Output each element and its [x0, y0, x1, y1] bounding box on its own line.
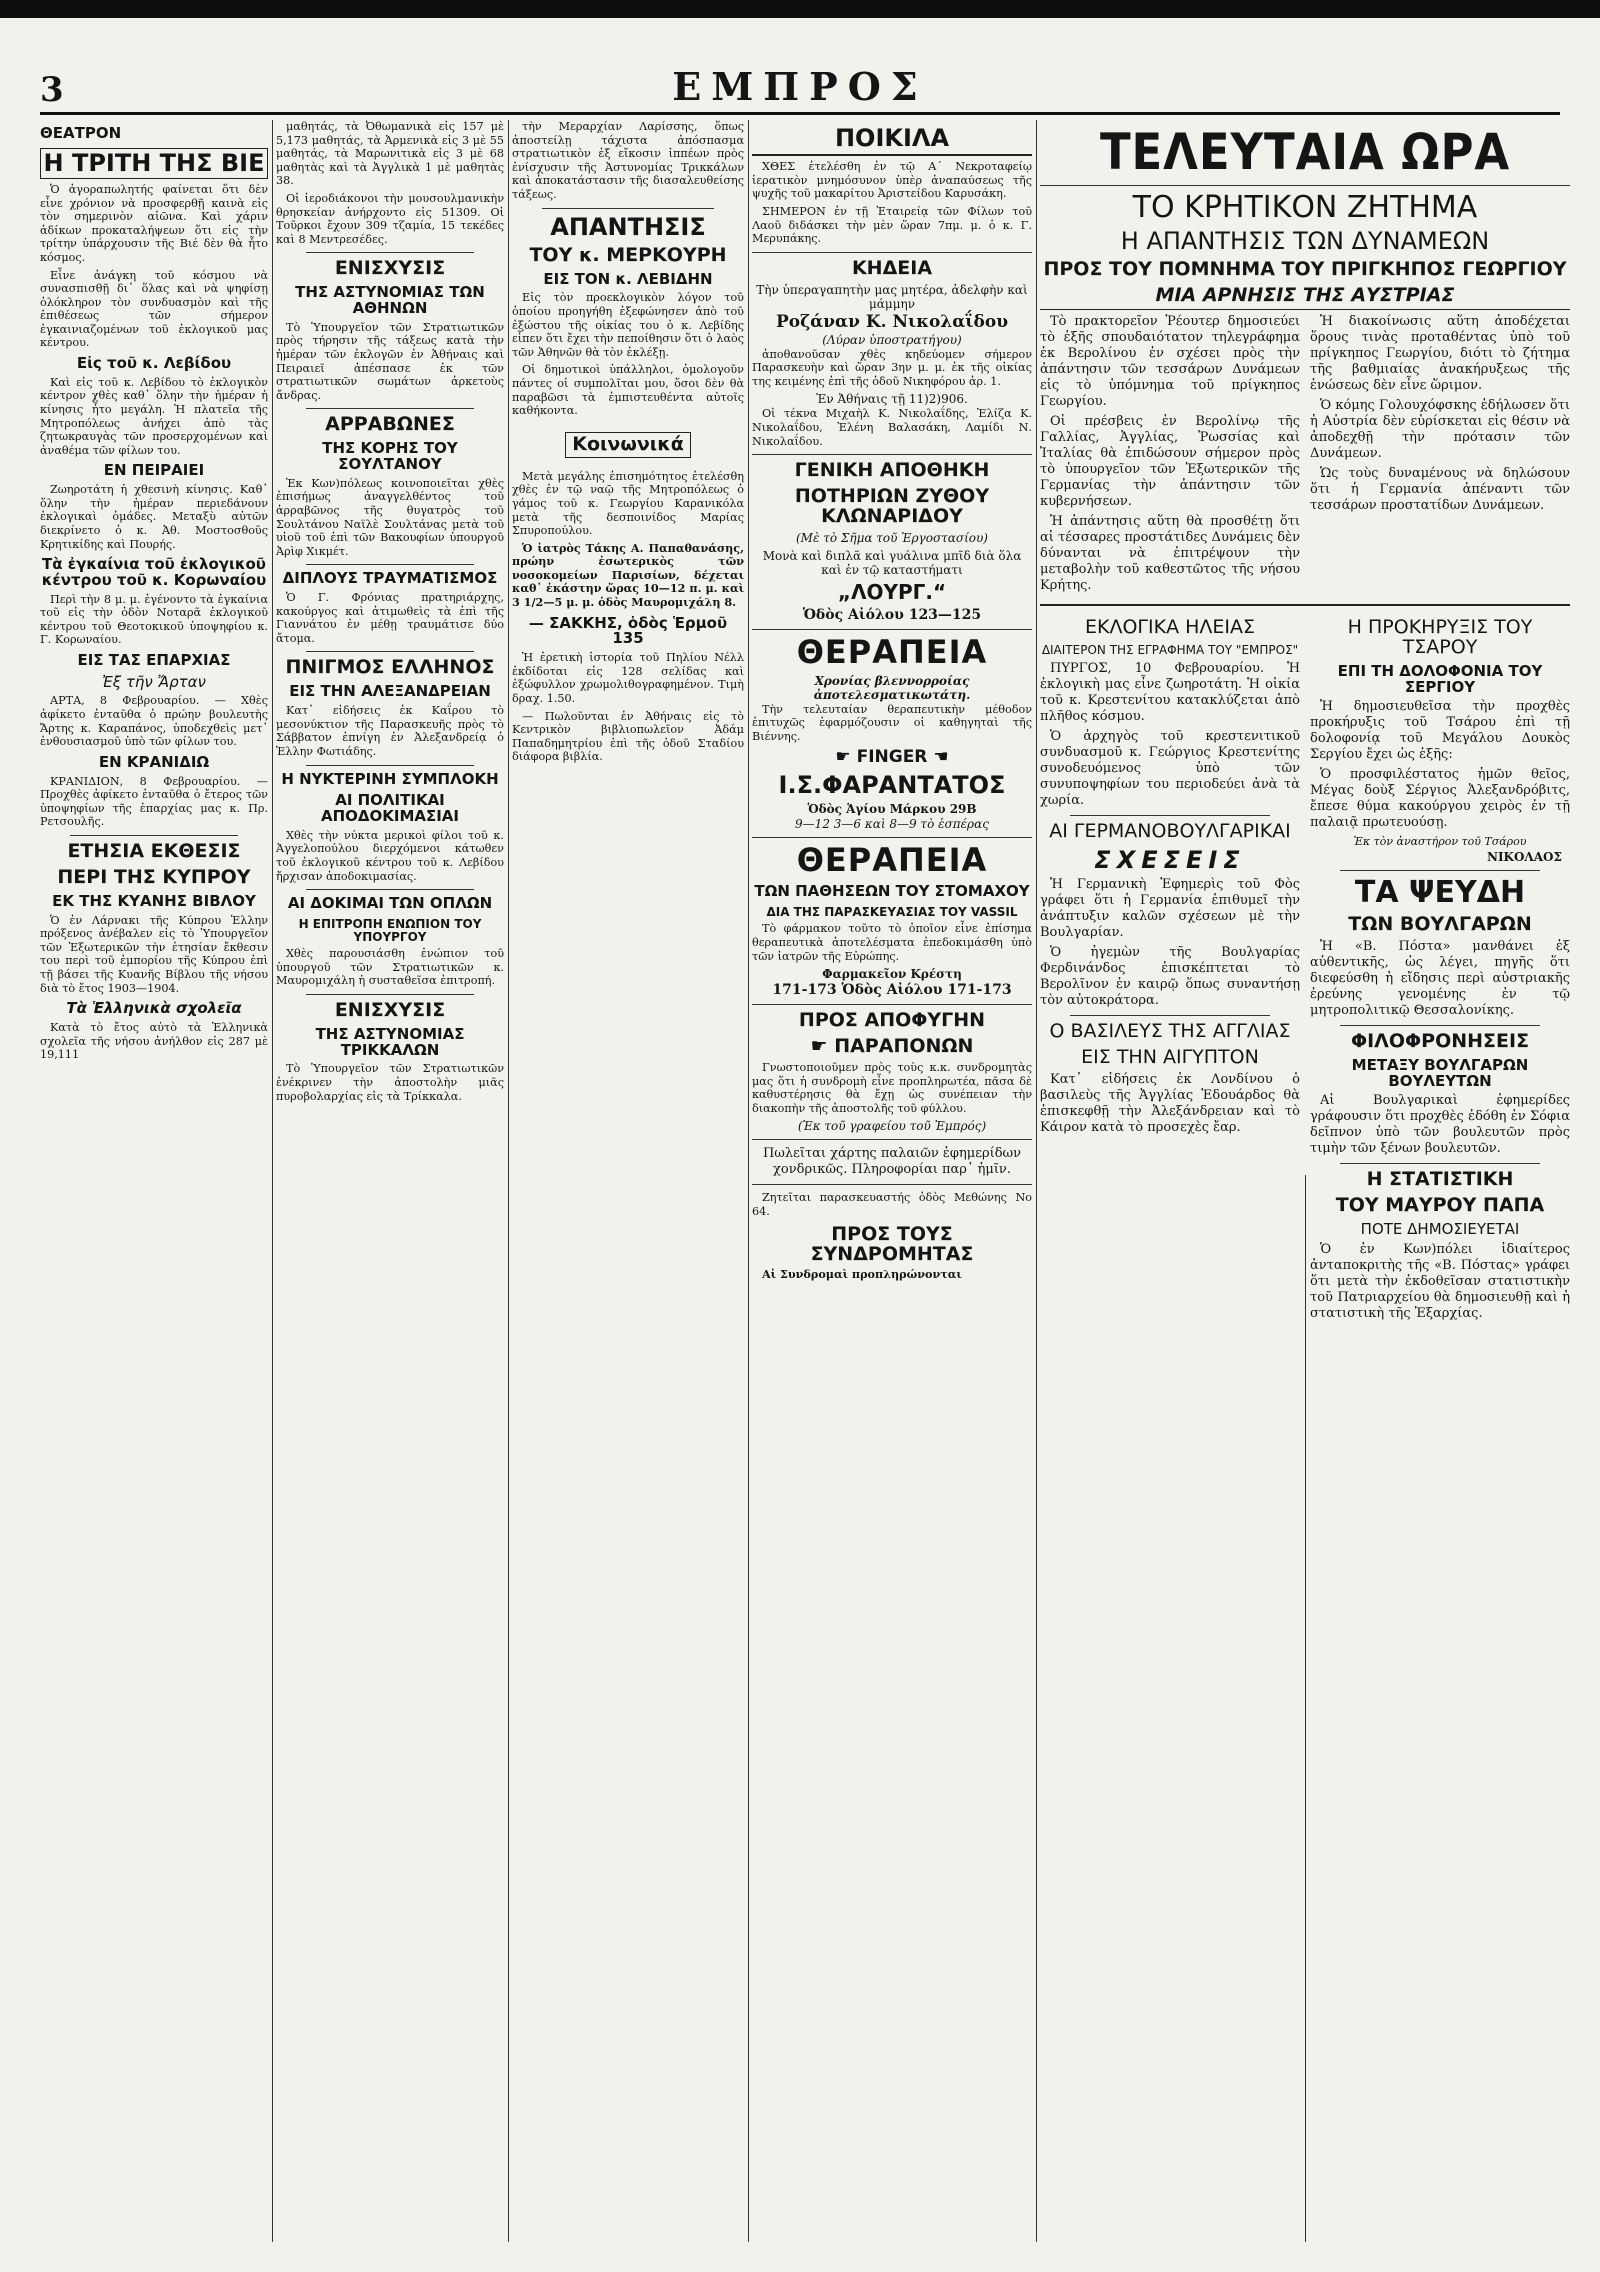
lead-article: [1040, 314, 1570, 598]
subheading: Τὰ ἐγκαίνια τοῦ ἐκλογικοῦ κέντρου τοῦ κ. Κορωναίου: [41, 555, 267, 589]
advertisement-heading: ΠΟΤΗΡΙΩΝ ΖΥΘΟΥ ΚΛΩΝΑΡΙΔΟΥ: [794, 485, 990, 528]
article-paragraph: Αἱ Βουλγαρικαὶ ἐφημερίδες γράφουσιν ὅτι προχθὲς ἐδόθη ἐν Σόφια δεῖπνον ὑπὸ τῶν βουλευτῶν πρὸς τιμὴν τῶν ξένων βουλευτῶν.: [1310, 1093, 1570, 1157]
column-rule: [508, 120, 509, 2242]
notice-heading: ΠΡΟΣ ΑΠΟΦΥΓΗΝ: [798, 1009, 986, 1032]
divider: [306, 765, 474, 766]
headline: ΠΕΡΙ ΤΗΣ ΚΥΠΡΟΥ: [57, 865, 251, 888]
divider: [752, 837, 1032, 838]
article-paragraph: Ἡ Γερμανικὴ Ἐφημερὶς τοῦ Φὸς γράφει ὅτι ἡ Γερμανία ἐπιθυμεῖ τὴν ἀνάπτυξιν καλῶν σχέσεων μὲ τὴν Βουλγαρίαν.: [1040, 876, 1300, 940]
pharmacy-name: Φαρμακεῖον Κρέστη: [822, 967, 962, 982]
advertisement-heading: ΓΕΝΙΚΗ ΑΠΟΘΗΚΗ: [794, 459, 990, 482]
lead-headline: ΤΕΛΕΥΤΑΙΑ ΩΡΑ: [1099, 123, 1511, 181]
headline: ΣΧΕΣΕΙΣ: [1094, 845, 1246, 874]
headline-sub: ΠΟΤΕ ΔΗΜΟΣΙΕΥΕΤΑΙ: [1360, 1220, 1520, 1239]
divider: [1340, 1025, 1540, 1026]
article-paragraph: Τὸ Ὑπουργεῖον τῶν Στρατιωτικῶν ἐνέκρινεν τὴν ἀποστολὴν μιᾶς πυροβολαρχίας εἰς τὰ Τρίκκαλα.: [276, 1062, 504, 1103]
section-poikila-label: ΠΟΙΚΙΛΑ: [752, 126, 1032, 156]
brand-name: FINGER: [856, 747, 928, 768]
lower-left-column: [1040, 612, 1300, 1326]
headline: ΔΙΠΛΟΥΣ ΤΡΑΥΜΑΤΙΣΜΟΣ: [282, 569, 498, 588]
lead-deck: ΜΙΑ ΑΡΝΗΣΙΣ ΤΗΣ ΑΥΣΤΡΙΑΣ: [1040, 286, 1570, 310]
article-paragraph: Ἡ ἀπάντησις αὕτη θὰ προσθέτῃ ὅτι αἱ τέσσαρες προστάτιδες Δυνάμεις δὲν δύνανται νὰ ἐπιτρέψουν τὴν μεταβολὴν τοῦ καθεστῶτος τῆς νήσου Κρήτης.: [1040, 514, 1300, 594]
subheading: Ἐξ τῆν Ἄρταν: [102, 672, 206, 691]
headline: ΕΝΙΣΧΥΣΙΣ: [334, 998, 446, 1021]
column-5: [1040, 120, 1570, 2242]
divider: [306, 994, 474, 995]
masthead-rule: [40, 112, 1560, 115]
article-paragraph: μαθητάς, τὰ Ὀθωμανικὰ εἰς 157 μὲ 5,173 μαθητάς, τὰ Ἀρμενικὰ εἰς 3 μὲ 55 μαθητάς, τὰ Μαρωνιτικὰ εἰς 3 μὲ 68 μαθητὰς καὶ τὰ Ἀγγλικὰ 1 μὲ μαθητὰς 38.: [276, 120, 504, 188]
divider: [752, 1004, 1032, 1005]
funeral-notice-heading: ΚΗΔΕΙΑ: [851, 256, 933, 279]
divider: [306, 408, 474, 409]
article-paragraph: Ὁ Γ. Φρόνιας πρατηριάρχης, κακούργος καὶ ἀτιμωθεὶς τὰ ἐπὶ τῆς Γιαννάτου ἐν μέθῃ τραυμάτισε δύο ἄτομα.: [276, 591, 504, 645]
advertisement-doctor: Ὁ ἰατρὸς Τάκης Α. Παπαθανάσης, πρώην ἐσωτερικὸς τῶν νοσοκομείων Παρισίων, δέχεται καθ᾽ ἑκάστην ὥρας 10—12 π. μ. καὶ 3 1/2—5 μ. μ. ὁδὸς Μαυρομιχάλη 8.: [512, 540, 744, 610]
page-number: 3: [40, 70, 64, 110]
subheading: ΕΝ ΠΕΙΡΑΙΕΙ: [103, 461, 205, 480]
headline: ΦΙΛΟΦΡΟΝΗΣΕΙΣ: [1350, 1029, 1530, 1052]
headline: ΑΙ ΔΟΚΙΜΑΙ ΤΩΝ ΟΠΛΩΝ: [287, 894, 493, 913]
article-paragraph: ΠΥΡΓΟΣ, 10 Φεβρουαρίου. Ἡ ἐκλογικὴ μας εἶνε ζωηροτάτη. Ἡ οἰκία τοῦ κ. Κρεστενίτου κατακλύζεται ἀπὸ πλῆθος κόσμου.: [1040, 660, 1300, 724]
lead-deck: ΠΡΟΣ ΤΟΥ ΠΟΜΝΗΜΑ ΤΟΥ ΠΡΙΓΚΗΠΟΣ ΓΕΩΡΓΙΟΥ: [1043, 258, 1567, 281]
headline-sub: ΤΩΝ ΒΟΥΛΓΑΡΩΝ: [1348, 912, 1532, 935]
article-paragraph: Μετὰ μεγάλης ἐπισημότητος ἐτελέσθη χθὲς ἐν τῷ ναῷ τῆς Μητροπόλεως ὁ γάμος τοῦ κ. Γεωργίου Καρανικόλα μετὰ τῆς δεσποινίδος Μαρίας Σπυροπούλου.: [512, 469, 744, 538]
divider: [1040, 185, 1570, 186]
lead-right-column: [1310, 314, 1570, 598]
section-social-label: Κοινωνικά: [565, 432, 691, 458]
divider: [306, 564, 474, 565]
article-paragraph: Καὶ εἰς τοῦ κ. Λεβίδου τὸ ἐκλογικὸν κέντρον χθὲς καθ᾽ ὅλην τὴν ἡμέραν ἡ κίνησις ἦτο μεγάλη. Ἡ πλατεῖα τῆς Μητροπόλεως ἀνήχει ἀπὸ τὰς ζητωκραυγὰς τῶν προσερχομένων καὶ ἀναθέμα τῶν φίλων του.: [40, 375, 268, 457]
article-paragraph: Ὁ ἡγεμὼν τῆς Βουλγαρίας Φερδινάνδος ἐπισκέπτεται τὸ Βερολῖνον ἐν καιρῷ ὅπως συναντήσῃ τὸν αὐτοκράτορα.: [1040, 944, 1300, 1008]
headline-sub: ΜΕΤΑΞΥ ΒΟΥΛΓΑΡΩΝ ΒΟΥΛΕΥΤΩΝ: [1351, 1055, 1529, 1090]
lead-deck: Η ΑΠΑΝΤΗΣΙΣ ΤΩΝ ΔΥΝΑΜΕΩΝ: [1120, 227, 1490, 255]
subheading: ΕΝ ΚΡΑΝΙΔΙΩ: [98, 752, 210, 771]
headline-sub: ΤΗΣ ΑΣΤΥΝΟΜΙΑΣ ΤΡΙΚΚΑΛΩΝ: [315, 1024, 465, 1059]
headline: Η ΣΤΑΤΙΣΤΙΚΗ: [1366, 1168, 1514, 1191]
headline: ΤΟΥ ΜΑΥΡΟΥ ΠΑΠΑ: [1335, 1194, 1545, 1217]
headline-sub: ΕΚ ΤΗΣ ΚΥΑΝΗΣ ΒΙΒΛΟΥ: [52, 891, 256, 910]
advertiser-address: Ὁδὸς Ἁγίου Μάρκου 29Β: [807, 802, 977, 817]
funeral-text: ἀποθανοῦσαν χθὲς κηδεύομεν σήμερον Παρασκευὴν καὶ ὥραν 3ην μ. μ. ἐκ τῆς οἰκίας της κειμένης ἐπὶ τῆς ὁδοῦ Νικηφόρου ἀρ. 1.: [752, 347, 1032, 388]
lower-right-column: [1310, 612, 1570, 1326]
article-paragraph: Οἱ πρέσβεις ἐν Βερολίνῳ τῆς Γαλλίας, Ἀγγλίας, Ῥωσσίας καὶ Ἰταλίας θὰ ἐπιδώσουν σήμερον πρὸς τὸ ὑπουργεῖον τῶν Ἐξωτερικῶν τῆς Γερμανίας τὴν ἀπάντησιν τῶν κυβερνήσεων.: [1040, 414, 1300, 510]
column-rule: [272, 120, 273, 2242]
advertisement-text: Τὴν τελευταίαν θεραπευτικὴν μέθοδον ἐπιτυχῶς ἐφαρμόζουσιν οἱ καθηγηταὶ τῆς Βιέννης.: [752, 702, 1032, 743]
article-paragraph: Ἡ ἐρετικὴ ἱστορία τοῦ Πηλίου Νέλλ ἐκδίδοται εἰς 128 σελίδας καὶ ἐξώφυλλον χρωμολιθογραφημένον. Τιμὴ δραχ. 1.50.: [512, 651, 744, 705]
column-rule: [1036, 120, 1037, 2242]
headline-sub: ΑΙ ΠΟΛΙΤΙΚΑΙ ΑΠΟΔΟΚΙΜΑΣΙΑΙ: [320, 791, 460, 826]
divider: [306, 889, 474, 890]
article-paragraph: Κατ᾽ εἰδήσεις ἐκ Λονδίνου ὁ βασιλεὺς τῆς Ἀγγλίας Ἐδουάρδος θὰ ἐπισκεφθῇ τὴν Ἀλεξάνδρειαν καὶ τὸ Κάιρον κατὰ τὸ προσεχὲς ἔαρ.: [1040, 1071, 1300, 1135]
article-paragraph: Ὁ προσφιλέστατος ἡμῶν θεῖος, Μέγας δοὺξ Σέργιος Ἀλεξανδρόβιτς, ἔπεσε θύμα κακούργου χειρὸς ἐν τῇ παλαιᾷ πρωτευούσῃ.: [1310, 767, 1570, 831]
article-paragraph: Ἡ δημοσιευθεῖσα τὴν προχθὲς προκήρυξις τοῦ Τσάρου ἐπὶ τῇ δολοφονίᾳ τοῦ Μεγάλου Δουκὸς Σεργίου ἔχει ὡς ἑξῆς:: [1310, 699, 1570, 763]
headline-sub: Η ΕΠΙΤΡΟΠΗ ΕΝΩΠΙΟΝ ΤΟΥ ΥΠΟΥΡΓΟΥ: [298, 916, 482, 944]
section-theatre-label: ΘΕΑΤΡΟΝ: [40, 124, 122, 142]
headline: ΤΑ ΨΕΥΔΗ: [1354, 875, 1526, 911]
subheading: ΕΙΣ ΤΑΣ ΕΠΑΡΧΙΑΣ: [77, 650, 231, 669]
advertisement-sub: (Μὲ τὸ Σῆμα τοῦ Ἐργοστασίου): [796, 531, 988, 546]
article-paragraph: ΚΡΑΝΙΔΙΟΝ, 8 Φεβρουαρίου. — Προχθὲς ἀφίκετο ἐνταῦθα ὁ ἔτερος τῶν ὑποψηφίων τῆς ἐπαρχίας μας κ. Πρ. Ρετσουλῆς.: [40, 774, 268, 829]
funeral-text: Οἱ τέκνα Μιχαὴλ Κ. Νικολαΐδης, Ἐλίζα Κ. Νικολαΐδου, Ἑλένη Βαλασάκη, Λαμίδι Ν. Νικολαΐδου.: [752, 407, 1032, 448]
article-paragraph: Χθὲς τὴν νύκτα μερικοὶ φίλοι τοῦ κ. Ἀγγελοπούλου διερχόμενοι κάτωθεν τοῦ ἐκλογικοῦ κέντρου τοῦ κ. Λεβίδου ἤρχισαν ἀποδοκιμασίας.: [276, 828, 504, 883]
divider: [306, 252, 474, 253]
article-paragraph: Ἡ «Β. Πόστα» μανθάνει ἐξ αὐθεντικῆς, ὡς λέγει, πηγῆς ὅτι διεφεύσθη ἡ εἴδησις περὶ αὐστριακῆς ἐρεύνης γενομένης ἐν τῷ μητροπολιτικῷ Θεσσαλονίκης.: [1310, 938, 1570, 1018]
article-paragraph: Τὸ πρακτορεῖον Ῥέουτερ δημοσιεύει τὸ ἐξῆς σπουδαιότατον τηλεγράφημα ἐκ Βερολίνου ἐν σχέσει πρὸς τὴν ἀπάντησιν τῶν τεσσάρων Δυνάμεων εἰς τὸ ὑπόμνημα τοῦ πρίγκηπος Γεωργίου.: [1040, 314, 1300, 410]
lead-left-column: [1040, 314, 1300, 598]
article-paragraph: Ὁ ἐν Λάρνακι τῆς Κύπρου Ἑλλην πρόξενος ἀνέβαλεν εἰς τὸ Ὑπουργεῖον τῶν Ἐξωτερικῶν τὴν ἐτησίαν ἔκθεσιν του περὶ τοῦ ἐμπορίου τῆς Κύπρου ἐπὶ τῇ βάσει τῆς Κυανῆς Βίβλου τῆς νήσου διὰ τὸ ἔτος 1903—1904.: [40, 913, 268, 995]
article-paragraph: Τὸ Ὑπουργεῖον τῶν Στρατιωτικῶν πρὸς τήρησιν τῆς τάξεως κατὰ τὴν ἡμέραν τῶν ἐκλογῶν ἐν Ἀθήναις καὶ Πειραιεῖ ἀπέσπασε ἐκ τῶν στρατιωτικῶν σωμάτων ἀρκετοὺς ἄνδρας.: [276, 320, 504, 402]
column-2: [276, 120, 504, 2242]
divider: [752, 252, 1032, 253]
divider: [752, 629, 1032, 630]
headline-sub: ΕΙΣ ΤΗΝ ΑΙΓΥΠΤΟΝ: [1081, 1045, 1259, 1068]
article-paragraph: Ὁ ἀρχηγὸς τοῦ κρεστενιτικοῦ συνδυασμοῦ κ. Γεώργιος Κρεστενίτης συνοδευόμενος ὑπὸ τῶν συνυποψηφίων του περιοδεύει ἀνὰ τὰ χωρία.: [1040, 728, 1300, 808]
divider: [1340, 870, 1540, 871]
headline: ΕΝΙΣΧΥΣΙΣ: [334, 257, 446, 280]
divider: [1340, 1163, 1540, 1164]
headline-sub: ΤΗΣ ΚΟΡΗΣ ΤΟΥ ΣΟΥΛΤΑΝΟΥ: [322, 439, 458, 474]
divider: [1040, 604, 1570, 606]
article-paragraph: Χθὲς παρουσιάσθη ἐνώπιον τοῦ ὑπουργοῦ τῶν Στρατιωτικῶν κ. Μαυρομιχάλη ἡ συσταθεῖσα ἐπιτροπή.: [276, 947, 504, 988]
divider: [1070, 1015, 1270, 1016]
notice-signature: (Ἐκ τοῦ γραφείου τοῦ Ἐμπρός): [797, 1119, 987, 1134]
headline: Η ΝΥΚΤΕΡΙΝΗ ΣΥΜΠΛΟΚΗ: [281, 769, 499, 788]
advertisement-sub: ΔΙΑ ΤΗΣ ΠΑΡΑΣΚΕΥΑΣΙΑΣ ΤΟΥ VASSIL: [766, 904, 1018, 919]
signature-note: Ἐκ τὸν ἀναστήρον τοῦ Τσάρου: [1353, 835, 1527, 849]
funeral-date: Ἐν Ἀθήναις τῇ 11)2)906.: [816, 392, 968, 407]
article-paragraph: τὴν Μεραρχίαν Λαρίσσης, ὅπως ἀποστείλῃ τάχιστα ἀπόσπασμα στρατιωτικὸν ἐξ εἴκοσιν ἱππέων πρὸς ἐνίσχυσιν τῆς Ἀστυνομίας Τρικκάλων καὶ ἀποκατάστασιν τῆς διασαλευθείσης τάξεως.: [512, 120, 744, 201]
article-paragraph: ΑΡΤΑ, 8 Φεβρουαρίου. — Χθὲς ἀφίκετο ἐνταῦθα ὁ πρώην βουλευτὴς Ἄρτης κ. Καραπάνος, ὑποδεχθεὶς μετ᾽ ἐνθουσιασμοῦ ὑπὸ τῶν φίλων του.: [40, 694, 268, 749]
headline: ΠΝΙΓΜΟΣ ΕΛΛΗΝΟΣ: [285, 656, 495, 679]
classified-text: Πωλεῖται χάρτης παλαιῶν ἐφημερίδων χονδρικῶς. Πληροφορίαι παρ᾽ ἡμῖν.: [762, 1146, 1022, 1178]
headline-sub: ΕΙΣ ΤΟΝ κ. ΛΕΒΙΔΗΝ: [543, 269, 713, 288]
article-paragraph: Οἱ δημοτικοὶ ὑπάλληλοι, ὁμολογοῦν πάντες οἱ συμπολῖται μου, ὅσοι δὲν θὰ παραβῶσι τὰ ἐμπιστευθέντα αὐτοῖς καθήκοντα.: [512, 363, 744, 418]
divider: [752, 1184, 1032, 1185]
advertisement-heading: — ΣΑΚΚΗΣ, ὁδὸς Ἑρμοῦ 135: [528, 613, 728, 648]
lower-section: [1040, 612, 1570, 1326]
article-paragraph: Ζωηροτάτη ἡ χθεσινὴ κίνησις. Καθ᾽ ὅλην τὴν ἡμέραν περιεδάνουν ἐκλογικαὶ ὁμάδες. Μεταξὺ αὐτῶν διεκρίνετο ὁ κ. Ἀθ. Μοστοσθοῦς Κρητικίδης καὶ Πουρής.: [40, 483, 268, 551]
deceased-name: Ροζάναν Κ. Νικολαΐδου: [775, 311, 1009, 332]
headline-sub: ΕΠΙ ΤΗ ΔΟΛΟΦΟΝΙΑ ΤΟΥ ΣΕΡΓΙΟΥ: [1337, 661, 1543, 696]
notice-text: Γνωστοποιοῦμεν πρὸς τοὺς κ.κ. συνδρομητὰς μας ὅτι ἡ συνδρομὴ εἶνε προπληρωτέα, πᾶσα δὲ καθυστέρησις θὰ ἔχῃ ὡς συνέπειαν τὴν διακοπὴν τῆς ἀποστολῆς τοῦ φύλλου.: [752, 1061, 1032, 1115]
headline: ΕΚΛΟΓΙΚΑ ΗΛΕΙΑΣ: [1085, 616, 1255, 639]
article-paragraph: Ὁ ἀγοραπωλητής φαίνεται ὅτι δὲν εἶνε χρόνιον νὰ προσφερθῇ καινὰ εἰς τὸν σημερινὸν αἰῶνα. Καὶ χάριν ἀδίκων προκαταλήψεων ὅτι εἰς τὴν τρίτην ὑπάρχουσιν τῆς Βιέ δὲν θὰ ἦτο κόσμος.: [40, 182, 268, 264]
article-paragraph: Εἶνε ἀνάγκη τοῦ κόσμου νὰ συνασπισθῇ δι᾽ ὅλας καὶ νὰ ψηφίσῃ ὁλόκληρον τὸν συνδυασμὸν καὶ τῆς ἐπιθέσεως τῶν σήμερον ἐγκαινιαζομένων τοῦ ἐκλογικοῦ μας κέντρου.: [40, 268, 268, 350]
shop-name: „ΛΟΥΡΓ.“: [837, 580, 947, 605]
article-paragraph: Οἱ ἱεροδιάκονοι τὴν μουσουλμανικὴν θρησκείαν ἀνήρχοντο εἰς 51309. Οἱ Τοῦρκοι ἔχουν 309 τζαμία, 15 τεκέδες καὶ 8 Μεντρεσέδες.: [276, 191, 504, 246]
advertisement-heading: ΘΕΡΑΠΕΙΑ: [796, 633, 988, 672]
divider: [752, 1139, 1032, 1140]
headline-sub: ΤΟΥ κ. ΜΕΡΚΟΥΡΗ: [529, 243, 727, 266]
classified-text: Ζητεῖται παρασκευαστής ὁδὸς Μεθώνης Νο 64.: [752, 1191, 1032, 1218]
column-rule: [748, 120, 749, 2242]
masthead: ΕΜΠΡΟΣ: [672, 64, 928, 109]
signature: ΝΙΚΟΛΑΟΣ: [1486, 850, 1562, 865]
advertisement-heading: ΘΕΡΑΠΕΙΑ: [796, 841, 988, 880]
shop-address: Ὁδὸς Αἰόλου 123—125: [802, 607, 982, 624]
headline-sub: ΤΗΣ ΑΣΤΥΝΟΜΙΑΣ ΤΩΝ ΑΘΗΝΩΝ: [295, 283, 485, 318]
headline: ΑΙ ΓΕΡΜΑΝΟΒΟΥΛΓΑΡΙΚΑΙ: [1049, 819, 1291, 842]
column-3: [512, 120, 744, 2242]
subheading: Τὰ Ἑλληνικὰ σχολεῖα: [66, 999, 242, 1018]
divider: [752, 454, 1032, 455]
article-paragraph: Κατ᾽ εἰδήσεις ἐκ Καΐρου τὸ μεσονύκτιον τῆς Παρασκευῆς πρὸς τὸ Σάββατον ἐπνίγη ἐν Ἀλεξανδρείᾳ ὁ Ἑλλην Φωτιάδης.: [276, 704, 504, 758]
pharmacy-address: 171-173 Ὁδὸς Αἰόλου 171-173: [772, 982, 1012, 999]
article-paragraph: Ἐκ Κων)πόλεως κοινοποιεῖται χθὲς ἐπισήμως ἀναγγελθέντος τοῦ ἀρραβῶνος τῆς θυγατρὸς τοῦ Σουλτάνου Ναϊλὲ Σουλτάνας μετὰ τοῦ υἱοῦ τοῦ ἐπὶ τῶν Βακουφίων ὑπουργοῦ Ἀρὶφ Χικμέτ.: [276, 476, 504, 558]
article-paragraph: ΧΘΕΣ ἐτελέσθη ἐν τῷ Α΄ Νεκροταφείῳ ἱερατικὸν μνημόσυνον ὑπὲρ ἀναπαύσεως τῆς ψυχῆς τοῦ μακαρίτου Ἀριστείδου Καρυσάκη.: [752, 160, 1032, 201]
article-paragraph: — Πωλοῦνται ἐν Ἀθήναις εἰς τὸ Κεντρικὸν βιβλιοπωλεῖον Ἀδάμ Παπαδημητρίου ἐπὶ τῆς ὁδοῦ Σταδίου διάφορα βιβλία.: [512, 709, 744, 764]
advertisement-text: Μονὰ καὶ διπλᾶ καὶ γυάλινα μπῖδ διὰ ὅλα καὶ ἐν τῷ καταστήματι: [762, 549, 1022, 578]
article-paragraph: Ὁ ἐν Κων)πόλει ἰδιαίτερος ἀνταποκριτὴς τῆς «Β. Πόστας» γράφει ὅτι μετὰ τὴν ἐκδοθεῖσαν στατιστικὴν τοῦ Πατριαρχείου θὰ δημοσιευθῇ καὶ ἡ στατιστικὴ τῆς Ἐξαρχίας.: [1310, 1241, 1570, 1321]
article-paragraph: Ὁ κόμης Γολουχόφσκης ἐδήλωσεν ὅτι ἡ Αὐστρία δὲν εὑρίσκεται εἰς θέσιν νὰ ἀποδεχθῇ τὴν πρότασιν τῶν Δυνάμεων.: [1310, 398, 1570, 462]
article-paragraph: Ὡς τοὺς δυναμένους νὰ δηλώσουν ὅτι ἡ Γερμανία ἀπέναντι τῶν τεσσάρων προστατίδων Δυνάμεων.: [1310, 466, 1570, 514]
headline: Ο ΒΑΣΙΛΕΥΣ ΤΗΣ ΑΓΓΛΙΑΣ: [1049, 1019, 1291, 1042]
pointing-hand-icon: ☛: [810, 1035, 835, 1058]
column-4: [752, 120, 1032, 2242]
notice-heading: ☛ ΠΑΡΑΠΟΝΩΝ: [810, 1035, 974, 1058]
article-title: Η ΤΡΙΤΗ ΤΗΣ ΒΙΕ: [40, 148, 268, 179]
divider: [70, 835, 238, 836]
lead-subheadline: ΤΟ ΚΡΗΤΙΚΟΝ ΖΗΤΗΜΑ: [1132, 189, 1478, 225]
article-paragraph: Ἡ διακοίνωσις αὕτη ἀποδέχεται ὅρους τινὰς προταθέντας ὑπὸ τοῦ πρίγκηπος Γεωργίου, διότι τὸ ζήτημα τῆς βαθμιαίας ἀνακήρυξεως τῆς ἑνώσεως δὲν εἶνε ὥριμον.: [1310, 314, 1570, 394]
headline: ΑΠΑΝΤΗΣΙΣ: [550, 212, 706, 241]
funeral-text: Τὴν ὑπεραγαπητὴν μας μητέρα, ἀδελφὴν καὶ μάμμην: [756, 282, 1028, 311]
headline-sub: ΕΙΣ ΤΗΝ ΑΛΕΞΑΝΔΡΕΙΑΝ: [289, 682, 491, 701]
advertisement-text: Τὸ φάρμακον τοῦτο τὸ ὁποῖον εἶνε ἐπίσημα θεραπευτικὰ ἀποτελέσματα ἐπεδοκιμάσθη ὑπὸ τῶν ἰατρῶν τῆς Εὐρώπης.: [752, 922, 1032, 963]
scan-top-edge: [0, 0, 1600, 18]
article-paragraph: Περὶ τὴν 8 μ. μ. ἐγένοντο τὰ ἐγκαίνια τοῦ εἰς τὴν ὁδὸν Νοταρᾶ ἐκλογικοῦ κέντρου τοῦ Θεοτοκικοῦ ὑποψηφίου κ. Γ. Κορωναίου.: [40, 592, 268, 647]
subheading: Εἰς τοῦ κ. Λεβίδου: [76, 354, 232, 373]
advertisement-brand: ☛ FINGER ☚: [835, 747, 949, 768]
headline-sub: ΔΙΑΙΤΕΡΟΝ ΤΗΣ ΕΓΡΑΦΗΜΑ ΤΟΥ "ΕΜΠΡΟΣ": [1041, 643, 1299, 657]
divider: [542, 208, 714, 209]
divider: [1070, 815, 1270, 816]
divider: [306, 651, 474, 652]
advertisement-sub: ΤΩΝ ΠΑΘΗΣΕΩΝ ΤΟΥ ΣΤΟΜΑΧΟΥ: [754, 882, 1030, 901]
column-1: [40, 120, 268, 2242]
headline: Η ΠΡΟΚΗΡΥΞΙΣ ΤΟΥ ΤΣΑΡΟΥ: [1347, 616, 1533, 658]
article-paragraph: Εἰς τὸν προεκλογικὸν λόγον τοῦ ὁποίου προηγήθη ἐξεφώνησεν ἀπὸ τοῦ ἐξώστου τῆς οἰκίας του ὁ κ. Λεβίδης εἶπεν ὅτι ἔχει τὴν πεποίθησιν ὅτι ὁ λαὸς τῶν Ἀθηνῶν θὰ τὸν ἐκλέξῃ.: [512, 291, 744, 359]
advertiser-hours: 9—12 3—6 καὶ 8—9 τὸ ἑσπέρας: [795, 817, 989, 832]
deceased-note: (Λύραν ὑποστρατήγου): [822, 332, 962, 347]
headline: ΑΡΡΑΒΩΝΕΣ: [325, 413, 455, 436]
advertisement-sub: Χρονίας βλεννορροίας ἀποτελεσματικωτάτη.: [813, 673, 971, 702]
article-paragraph: ΣΗΜΕΡΟΝ ἐν τῇ Ἐταιρείᾳ τῶν Φίλων τοῦ Λαοῦ διδάσκει τὴν μὲν ὥραν 7πμ. μ. ὁ κ. Γ. Μερυπάκης.: [752, 204, 1032, 246]
advertiser-name: Ι.Σ.ΦΑΡΑΝΤΑΤΟΣ: [778, 771, 1006, 800]
article-paragraph: Κατὰ τὸ ἔτος αὐτὸ τὰ Ἑλληνικὰ σχολεῖα τῆς νήσου ἀνήλθον εἰς 287 μὲ 19,111: [40, 1020, 268, 1062]
headline: ΕΤΗΣΙΑ ΕΚΘΕΣΙΣ: [67, 839, 241, 862]
notice-heading: ΠΡΟΣ ΤΟΥΣ ΣΥΝΔΡΟΜΗΤΑΣ: [810, 1222, 974, 1265]
notice-text: Αἱ Συνδρομαὶ προπληρώνονται: [762, 1267, 962, 1282]
